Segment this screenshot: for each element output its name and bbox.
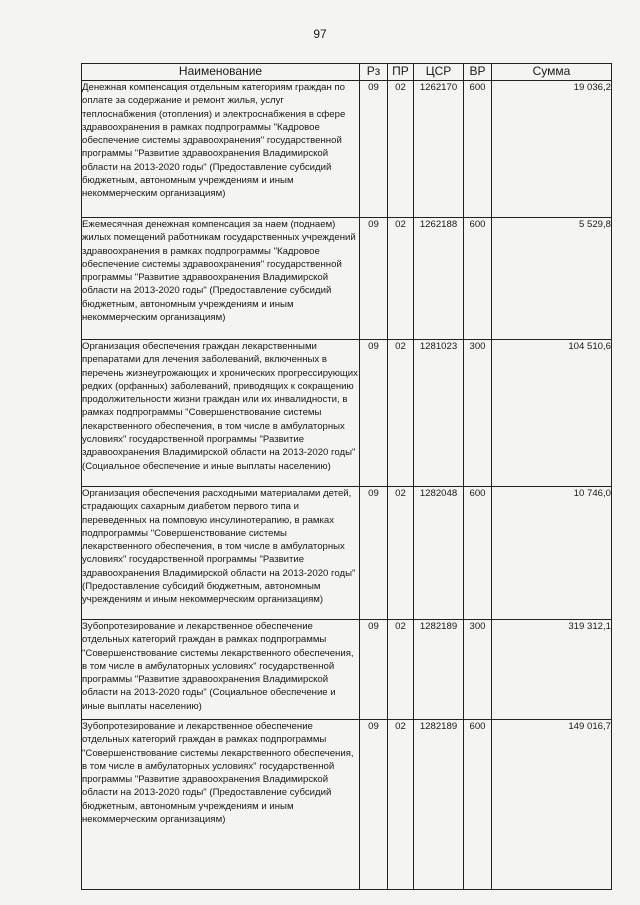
row-pr: 02 <box>388 487 414 620</box>
row-vr: 600 <box>464 720 492 890</box>
row-sum: 319 312,1 <box>492 620 612 720</box>
page-number: 97 <box>313 27 327 41</box>
row-pr: 02 <box>388 218 414 340</box>
row-sum: 104 510,6 <box>492 340 612 487</box>
row-name: Организация обеспечения расходными материалами детей, страдающих сахарным диабетом первого типа и переведенных на помповую инсулинотерапию, в рамках подпрограммы "Совершенствование системы лекарственного обеспечения, в том числе в амбулаторных условиях" государственной программы "Развитие здравоохранения Владимирской области на 2013-2020 годы" (Предоставление субсидий бюджетным, автономным учреждениям и иным некоммерческим организациям) <box>82 487 360 620</box>
row-csr: 1262188 <box>414 218 464 340</box>
row-name: Организация обеспечения граждан лекарственными препаратами для лечения заболеваний, включенных в перечень жизнеугрожающих и хронических прогрессирующих редких (орфанных) заболеваний, приводящих к сокращению продолжительности жизни граждан или их инвалидности, в рамках подпрограммы "Совершенствование системы лекарственного обеспечения, в том числе в амбулаторных условиях" государственной программы "Развитие здравоохранения Владимирской области на 2013-2020 годы" (Социальное обеспечение и иные выплаты населению) <box>82 340 360 487</box>
row-pr: 02 <box>388 81 414 218</box>
row-sum: 19 036,2 <box>492 81 612 218</box>
row-csr: 1282189 <box>414 620 464 720</box>
row-name: Ежемесячная денежная компенсация за наем (поднаем) жилых помещений работникам государственных учреждений здравоохранения в рамках подпрограммы "Кадровое обеспечение системы здравоохранения" государственной программы "Развитие здравоохранения Владимирской области на 2013-2020 годы" (Предоставление субсидий бюджетным, автономным учреждениям и иным некоммерческим организациям) <box>82 218 360 340</box>
row-vr: 600 <box>464 218 492 340</box>
header-rz: Рз <box>360 64 388 81</box>
row-sum: 10 746,0 <box>492 487 612 620</box>
row-sum: 149 016,7 <box>492 720 612 890</box>
row-rz: 09 <box>360 340 388 487</box>
row-rz: 09 <box>360 487 388 620</box>
row-sum: 5 529,8 <box>492 218 612 340</box>
row-name: Зубопротезирование и лекарственное обеспечение отдельных категорий граждан в рамках подпрограммы "Совершенствование системы лекарственного обеспечения, в том числе в амбулаторных условиях" государственной программы "Развитие здравоохранения Владимирской области на 2013-2020 годы" (Предоставление субсидий бюджетным, автономным учреждениям и иным некоммерческим организациям) <box>82 720 360 890</box>
header-pr: ПР <box>388 64 414 81</box>
header-csr: ЦСР <box>414 64 464 81</box>
row-rz: 09 <box>360 720 388 890</box>
row-rz: 09 <box>360 81 388 218</box>
row-csr: 1281023 <box>414 340 464 487</box>
row-pr: 02 <box>388 620 414 720</box>
table-row <box>82 487 612 620</box>
table-row <box>82 340 612 487</box>
header-sum: Сумма <box>492 64 612 81</box>
row-vr: 300 <box>464 340 492 487</box>
header-vr: ВР <box>464 64 492 81</box>
table-row <box>82 720 612 890</box>
table-row <box>82 81 612 218</box>
row-pr: 02 <box>388 720 414 890</box>
table-header-row <box>82 64 612 81</box>
header-name: Наименование <box>82 64 360 81</box>
row-csr: 1282189 <box>414 720 464 890</box>
row-rz: 09 <box>360 218 388 340</box>
row-csr: 1282048 <box>414 487 464 620</box>
row-vr: 600 <box>464 487 492 620</box>
row-csr: 1262170 <box>414 81 464 218</box>
row-name: Денежная компенсация отдельным категориям граждан по оплате за содержание и ремонт жилья, услуг теплоснабжения (отопления) и электроснабжения в сфере здравоохранения в рамках подпрограммы "Кадровое обеспечение системы здравоохранения" государственной программы "Развитие здравоохранения Владимирской области на 2013-2020 годы" (Предоставление субсидий бюджетным, автономным учреждениям и иным некоммерческим организациям) <box>82 81 360 218</box>
row-vr: 600 <box>464 81 492 218</box>
row-vr: 300 <box>464 620 492 720</box>
table-row <box>82 218 612 340</box>
row-name: Зубопротезирование и лекарственное обеспечение отдельных категорий граждан в рамках подпрограммы "Совершенствование системы лекарственного обеспечения, в том числе в амбулаторных условиях" государственной программы "Развитие здравоохранения Владимирской области на 2013-2020 годы" (Социальное обеспечение и иные выплаты населению) <box>82 620 360 720</box>
row-pr: 02 <box>388 340 414 487</box>
row-rz: 09 <box>360 620 388 720</box>
budget-table <box>81 63 612 890</box>
table-row <box>82 620 612 720</box>
